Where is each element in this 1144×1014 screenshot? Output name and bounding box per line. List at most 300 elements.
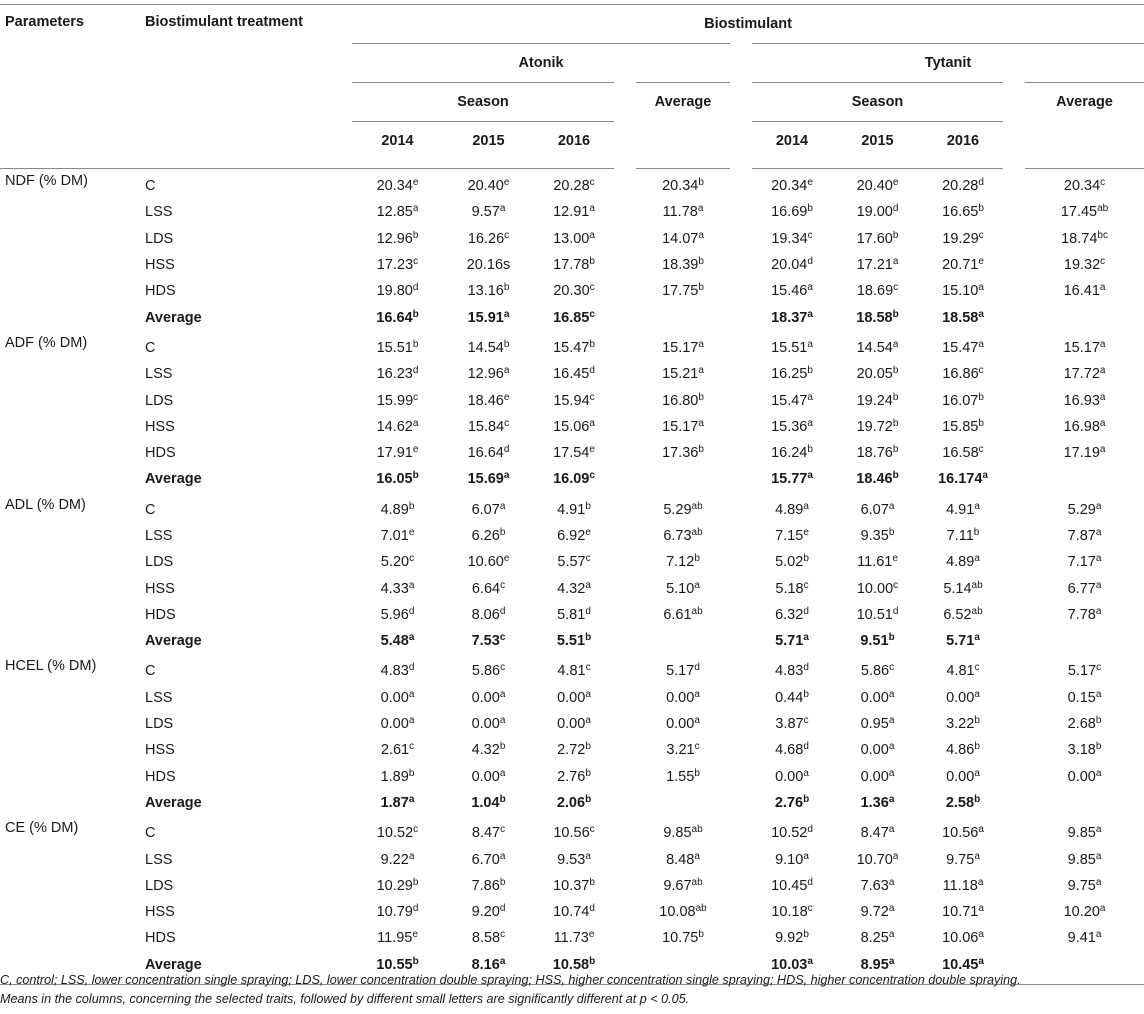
cell-value: 15.47: [942, 339, 979, 356]
significance-letter: b: [585, 500, 591, 512]
table-cell: [443, 899, 534, 925]
table-cell: [1014, 654, 1144, 684]
table-footnote: [0, 971, 1144, 1009]
significance-letter: a: [1099, 365, 1106, 377]
significance-letter: b: [408, 500, 415, 512]
significance-letter: ab: [691, 527, 703, 538]
cell-value: 18.39: [662, 257, 699, 274]
significance-letter: a: [977, 876, 984, 888]
significance-letter: c: [500, 662, 506, 674]
table-cell: [741, 575, 832, 601]
table-cell: [625, 654, 741, 684]
header-year: 2016: [534, 122, 625, 161]
significance-letter: b: [503, 282, 510, 294]
significance-letter: c: [504, 229, 510, 241]
cell-value: 10.71: [942, 904, 979, 921]
table-cell: [625, 925, 741, 951]
cell-value: 5.71: [946, 633, 975, 650]
table-cell: [832, 575, 923, 601]
table-cell: [923, 790, 1014, 816]
significance-letter: b: [892, 444, 899, 456]
cell-value: 9.57: [471, 204, 500, 221]
significance-letter: a: [408, 715, 415, 727]
parameter-label: ADL (% DM): [5, 496, 86, 513]
table-cell: [741, 199, 832, 225]
significance-letter: b: [698, 177, 704, 189]
cell-value: 8.47: [471, 825, 501, 842]
table-cell: [352, 549, 443, 575]
cell-value: 10.74: [553, 904, 590, 921]
table-cell: [443, 493, 534, 523]
cell-value: 6.70: [471, 851, 500, 868]
significance-letter: b: [698, 282, 704, 294]
treatment-label: C: [145, 825, 156, 842]
cell-value: 13.16: [467, 283, 504, 300]
table-row: [0, 278, 1144, 304]
cell-value: 19.29: [942, 230, 979, 247]
significance-letter: c: [500, 929, 506, 941]
cell-value: 14.07: [662, 230, 699, 247]
significance-letter: ab: [971, 579, 983, 591]
cell-value: 3.22: [946, 716, 975, 733]
cell-value: 6.07: [471, 501, 500, 518]
significance-letter: c: [974, 662, 980, 674]
table-cell: [832, 899, 923, 925]
significance-letter: a: [589, 229, 595, 241]
table-cell: [832, 304, 923, 330]
table-row-average: [0, 628, 1144, 654]
significance-letter: a: [408, 793, 415, 805]
cell-value: 15.36: [771, 418, 808, 435]
table-cell: [741, 523, 832, 549]
header-year: 2015: [472, 133, 505, 149]
significance-letter: d: [503, 444, 510, 456]
cell-value: 9.85: [663, 825, 692, 842]
significance-letter: a: [1095, 553, 1102, 565]
significance-letter: c: [1100, 256, 1106, 268]
cell-value: 16.85: [553, 309, 590, 326]
cell-value: 9.20: [471, 904, 500, 921]
significance-letter: b: [974, 741, 980, 753]
cell-value: 10.00: [856, 580, 894, 597]
significance-letter: b: [412, 229, 419, 241]
cell-value: 7.63: [860, 877, 889, 894]
significance-letter: a: [694, 850, 700, 862]
table-row: [0, 737, 1144, 763]
table-cell: [923, 764, 1014, 790]
significance-letter: b: [499, 793, 506, 805]
cell-value: 4.91: [946, 501, 975, 518]
cell-value: 10.20: [1063, 904, 1100, 921]
significance-letter: a: [888, 767, 895, 779]
table-row: [0, 199, 1144, 225]
significance-letter: b: [412, 955, 419, 967]
cell-value: 13.00: [553, 230, 590, 247]
table-body: [0, 169, 1144, 985]
table-cell: [741, 628, 832, 654]
cell-value: 9.22: [380, 851, 409, 868]
cell-value: 18.76: [856, 445, 893, 462]
table-cell: [352, 846, 443, 872]
table-cell: [741, 252, 832, 278]
cell-value: 1.36: [860, 794, 889, 811]
table-cell: [741, 764, 832, 790]
cell-value: 15.17: [1063, 339, 1100, 356]
cell-value: 20.34: [1063, 178, 1101, 195]
significance-letter: e: [585, 527, 591, 538]
cell-value: 11.78: [662, 204, 698, 221]
cell-value: 6.07: [860, 501, 889, 518]
significance-letter: b: [803, 553, 809, 565]
significance-letter: b: [974, 715, 980, 727]
cell-value: 20.28: [942, 178, 979, 195]
significance-letter: a: [978, 308, 984, 320]
cell-value: 10.45: [771, 877, 808, 894]
significance-letter: d: [499, 605, 506, 617]
table-row: [0, 685, 1144, 711]
significance-letter: c: [807, 229, 813, 241]
cell-value: 5.96: [380, 606, 409, 623]
table-cell: [1014, 602, 1144, 628]
table-cell: [1014, 304, 1144, 330]
table-cell: [352, 816, 443, 846]
table-row: [0, 711, 1144, 737]
significance-letter: b: [888, 632, 895, 644]
significance-letter: a: [1095, 605, 1102, 617]
significance-letter: b: [589, 256, 595, 268]
cell-value: 15.10: [942, 283, 979, 300]
treatment-label: C: [145, 339, 156, 356]
significance-letter: e: [892, 553, 898, 565]
table-cell: [741, 361, 832, 387]
table-cell: [534, 199, 625, 225]
table-cell: [443, 278, 534, 304]
cell-value: 5.71: [775, 633, 804, 650]
significance-letter: a: [888, 741, 895, 753]
significance-letter: a: [1095, 527, 1102, 538]
significance-letter: a: [978, 824, 984, 836]
cell-value: 0.00: [946, 768, 975, 785]
significance-letter: a: [974, 632, 980, 644]
significance-letter: c: [409, 741, 415, 753]
table-cell: [923, 846, 1014, 872]
cell-value: 5.29: [1067, 501, 1096, 518]
table-cell: [923, 387, 1014, 413]
cell-value: 5.57: [557, 554, 586, 571]
treatment-label: HSS: [145, 742, 175, 759]
parameter-label: CE (% DM): [5, 820, 79, 837]
significance-letter: b: [698, 444, 704, 456]
table-cell: [832, 466, 923, 492]
significance-letter: d: [499, 903, 506, 915]
table-cell: [534, 602, 625, 628]
cell-value: 16.64: [376, 309, 413, 326]
table-cell: [1014, 169, 1144, 200]
cell-value: 0.95: [860, 716, 889, 733]
table-cell: [923, 602, 1014, 628]
cell-value: 4.83: [380, 663, 409, 680]
cell-value: 15.85: [942, 418, 979, 435]
table-cell: [923, 873, 1014, 899]
significance-letter: b: [499, 876, 506, 888]
significance-letter: b: [807, 203, 813, 215]
cell-value: 5.51: [556, 633, 586, 650]
table-cell: [534, 711, 625, 737]
cell-value: 4.81: [557, 663, 586, 680]
significance-letter: c: [500, 579, 506, 591]
significance-letter: a: [978, 338, 984, 350]
significance-letter: ab: [691, 876, 703, 888]
cell-value: 16.41: [1063, 283, 1100, 300]
table-cell: [741, 925, 832, 951]
table-cell: [625, 252, 741, 278]
table-cell: [534, 252, 625, 278]
table-cell: [625, 790, 741, 816]
table-cell: [443, 414, 534, 440]
significance-letter: a: [698, 338, 704, 350]
significance-letter: b: [698, 929, 704, 941]
significance-letter: b: [585, 793, 592, 805]
cell-value: 16.86: [942, 366, 979, 383]
significance-letter: a: [888, 793, 895, 805]
cell-value: 16.174: [938, 471, 983, 488]
table-cell: [1014, 414, 1144, 440]
cell-value: 1.89: [380, 768, 409, 785]
average-label: Average: [145, 471, 202, 488]
cell-value: 1.55: [666, 768, 695, 785]
header-season-atonik: Season: [352, 83, 625, 122]
table-cell: [1014, 493, 1144, 523]
cell-value: 8.47: [860, 825, 889, 842]
header-atonik: Atonik: [352, 44, 741, 83]
cell-value: 18.37: [771, 309, 808, 326]
table-row: [0, 414, 1144, 440]
significance-letter: ab: [1097, 203, 1109, 215]
significance-letter: b: [892, 470, 899, 482]
significance-letter: b: [694, 553, 700, 565]
cell-value: 9.85: [1067, 851, 1096, 868]
parameter-label: NDF (% DM): [5, 173, 88, 189]
table-cell: [923, 711, 1014, 737]
significance-letter: a: [585, 579, 591, 591]
table-cell: [741, 654, 832, 684]
table-cell: [534, 226, 625, 252]
cell-value: 2.68: [1067, 716, 1096, 733]
table-cell: [923, 414, 1014, 440]
cell-value: 11.73: [553, 930, 589, 947]
table-row: [0, 331, 1144, 361]
table-cell: [534, 790, 625, 816]
table-cell: [741, 899, 832, 925]
significance-letter: b: [803, 688, 809, 700]
significance-letter: d: [807, 876, 813, 888]
cell-value: 16.05: [376, 471, 413, 488]
table-cell: [1014, 925, 1144, 951]
cell-value: 16.58: [942, 445, 979, 462]
cell-value: 0.00: [471, 768, 500, 785]
significance-letter: d: [412, 282, 419, 294]
table-cell: [923, 493, 1014, 523]
significance-letter: a: [589, 417, 595, 429]
table-cell: [832, 440, 923, 466]
cell-value: 10.55: [376, 956, 413, 973]
header-treatment: Biostimulant treatment: [141, 5, 352, 161]
table-cell: [534, 440, 625, 466]
cell-value: 16.65: [942, 204, 979, 221]
significance-letter: a: [888, 500, 895, 512]
cell-value: 17.72: [1063, 366, 1100, 383]
significance-letter: a: [1095, 929, 1102, 941]
significance-letter: b: [803, 929, 809, 941]
table-cell: [443, 711, 534, 737]
significance-letter: b: [589, 338, 595, 350]
table-cell: [534, 414, 625, 440]
significance-letter: d: [803, 605, 809, 617]
significance-letter: a: [892, 338, 899, 350]
table-cell: [352, 387, 443, 413]
table-cell: [625, 199, 741, 225]
significance-letter: b: [978, 203, 984, 215]
significance-letter: a: [1095, 824, 1102, 836]
cell-value: 12.96: [376, 230, 413, 247]
significance-letter: b: [412, 876, 419, 888]
significance-letter: b: [589, 955, 596, 967]
significance-letter: e: [412, 929, 418, 941]
table-cell: [352, 331, 443, 361]
cell-value: 0.00: [946, 689, 975, 706]
table-cell: [1014, 816, 1144, 846]
significance-letter: a: [807, 417, 813, 429]
significance-letter: d: [807, 256, 813, 268]
cell-value: 6.61: [663, 606, 692, 623]
table-cell: [534, 169, 625, 200]
cell-value: 5.02: [775, 554, 804, 571]
significance-letter: b: [892, 417, 899, 429]
table-cell: [741, 169, 832, 200]
header-season-tytanit: Season: [741, 83, 1014, 122]
significance-letter: a: [892, 256, 899, 268]
cell-value: 15.94: [553, 392, 590, 409]
table-cell: [534, 549, 625, 575]
table-cell: [443, 654, 534, 684]
cell-value: 16.09: [553, 471, 590, 488]
significance-letter: a: [888, 715, 895, 727]
treatment-label: LSS: [145, 851, 173, 868]
significance-letter: d: [412, 365, 419, 377]
table-cell: [1014, 440, 1144, 466]
cell-value: 18.58: [942, 309, 979, 326]
significance-letter: a: [982, 470, 988, 482]
significance-letter: c: [803, 579, 809, 591]
significance-letter: b: [698, 391, 704, 403]
significance-letter: d: [807, 824, 813, 836]
table-cell: [352, 304, 443, 330]
significance-letter: c: [500, 824, 506, 836]
cell-value: 7.78: [1067, 606, 1096, 623]
table-cell: [443, 466, 534, 492]
cell-value: 10.75: [662, 930, 699, 947]
table-cell: [443, 440, 534, 466]
cell-value: 16.25: [771, 366, 808, 383]
table-cell: [625, 628, 741, 654]
significance-letter: a: [694, 579, 700, 591]
average-label: Average: [145, 633, 202, 650]
cell-value: 5.17: [666, 663, 695, 680]
significance-letter: e: [978, 256, 984, 268]
table-cell: [741, 790, 832, 816]
cell-value: 15.21: [662, 366, 699, 383]
table-cell: [625, 387, 741, 413]
table-cell: [534, 925, 625, 951]
cell-value: 5.81: [557, 606, 586, 623]
table-cell: [352, 602, 443, 628]
significance-letter: c: [589, 470, 595, 482]
significance-letter: b: [1095, 715, 1102, 727]
table-row: [0, 523, 1144, 549]
footnote-significance: Means in the columns, concerning the selected traits, followed by different small letters are significantly different at p < 0.05.: [0, 992, 690, 1006]
table-row: [0, 816, 1144, 846]
treatment-label: C: [145, 663, 156, 680]
cell-value: 4.81: [946, 663, 975, 680]
table-cell: [352, 737, 443, 763]
cell-value: 20.16s: [466, 257, 511, 274]
table-cell: [534, 899, 625, 925]
cell-value: 8.25: [860, 930, 889, 947]
cell-value: 6.73: [663, 528, 692, 544]
treatment-label: HSS: [145, 418, 175, 435]
table-cell: [741, 304, 832, 330]
cell-value: 8.06: [471, 606, 500, 623]
cell-value: 14.54: [856, 339, 893, 356]
significance-letter: a: [1095, 767, 1102, 779]
table-cell: [741, 816, 832, 846]
table-cell: [741, 387, 832, 413]
table-row: [0, 846, 1144, 872]
table-cell: [832, 711, 923, 737]
table-cell: [832, 331, 923, 361]
significance-letter: a: [499, 715, 506, 727]
table-cell: [1014, 549, 1144, 575]
significance-letter: a: [499, 500, 506, 512]
cell-value: 18.74: [1061, 230, 1098, 247]
cell-value: 20.05: [856, 366, 893, 383]
table-cell: [741, 873, 832, 899]
significance-letter: d: [408, 662, 415, 674]
significance-letter: c: [589, 391, 595, 403]
table-cell: [625, 226, 741, 252]
table-row: [0, 252, 1144, 278]
cell-value: 17.19: [1063, 445, 1100, 462]
significance-letter: a: [888, 876, 895, 888]
cell-value: 7.15: [775, 528, 804, 544]
cell-value: 15.77: [771, 471, 808, 488]
significance-letter: b: [892, 391, 899, 403]
significance-letter: ab: [971, 605, 983, 617]
table-cell: [1014, 628, 1144, 654]
cell-value: 4.91: [557, 501, 586, 518]
significance-letter: c: [1096, 662, 1102, 674]
significance-letter: a: [697, 203, 704, 215]
cell-value: 0.00: [471, 689, 500, 706]
cell-value: 9.92: [775, 930, 804, 947]
table-cell: [352, 414, 443, 440]
table-cell: [443, 226, 534, 252]
cell-value: 15.51: [376, 339, 413, 356]
significance-letter: c: [589, 824, 595, 836]
significance-letter: a: [585, 850, 591, 862]
significance-letter: a: [803, 767, 809, 779]
treatment-label: HDS: [145, 606, 176, 623]
